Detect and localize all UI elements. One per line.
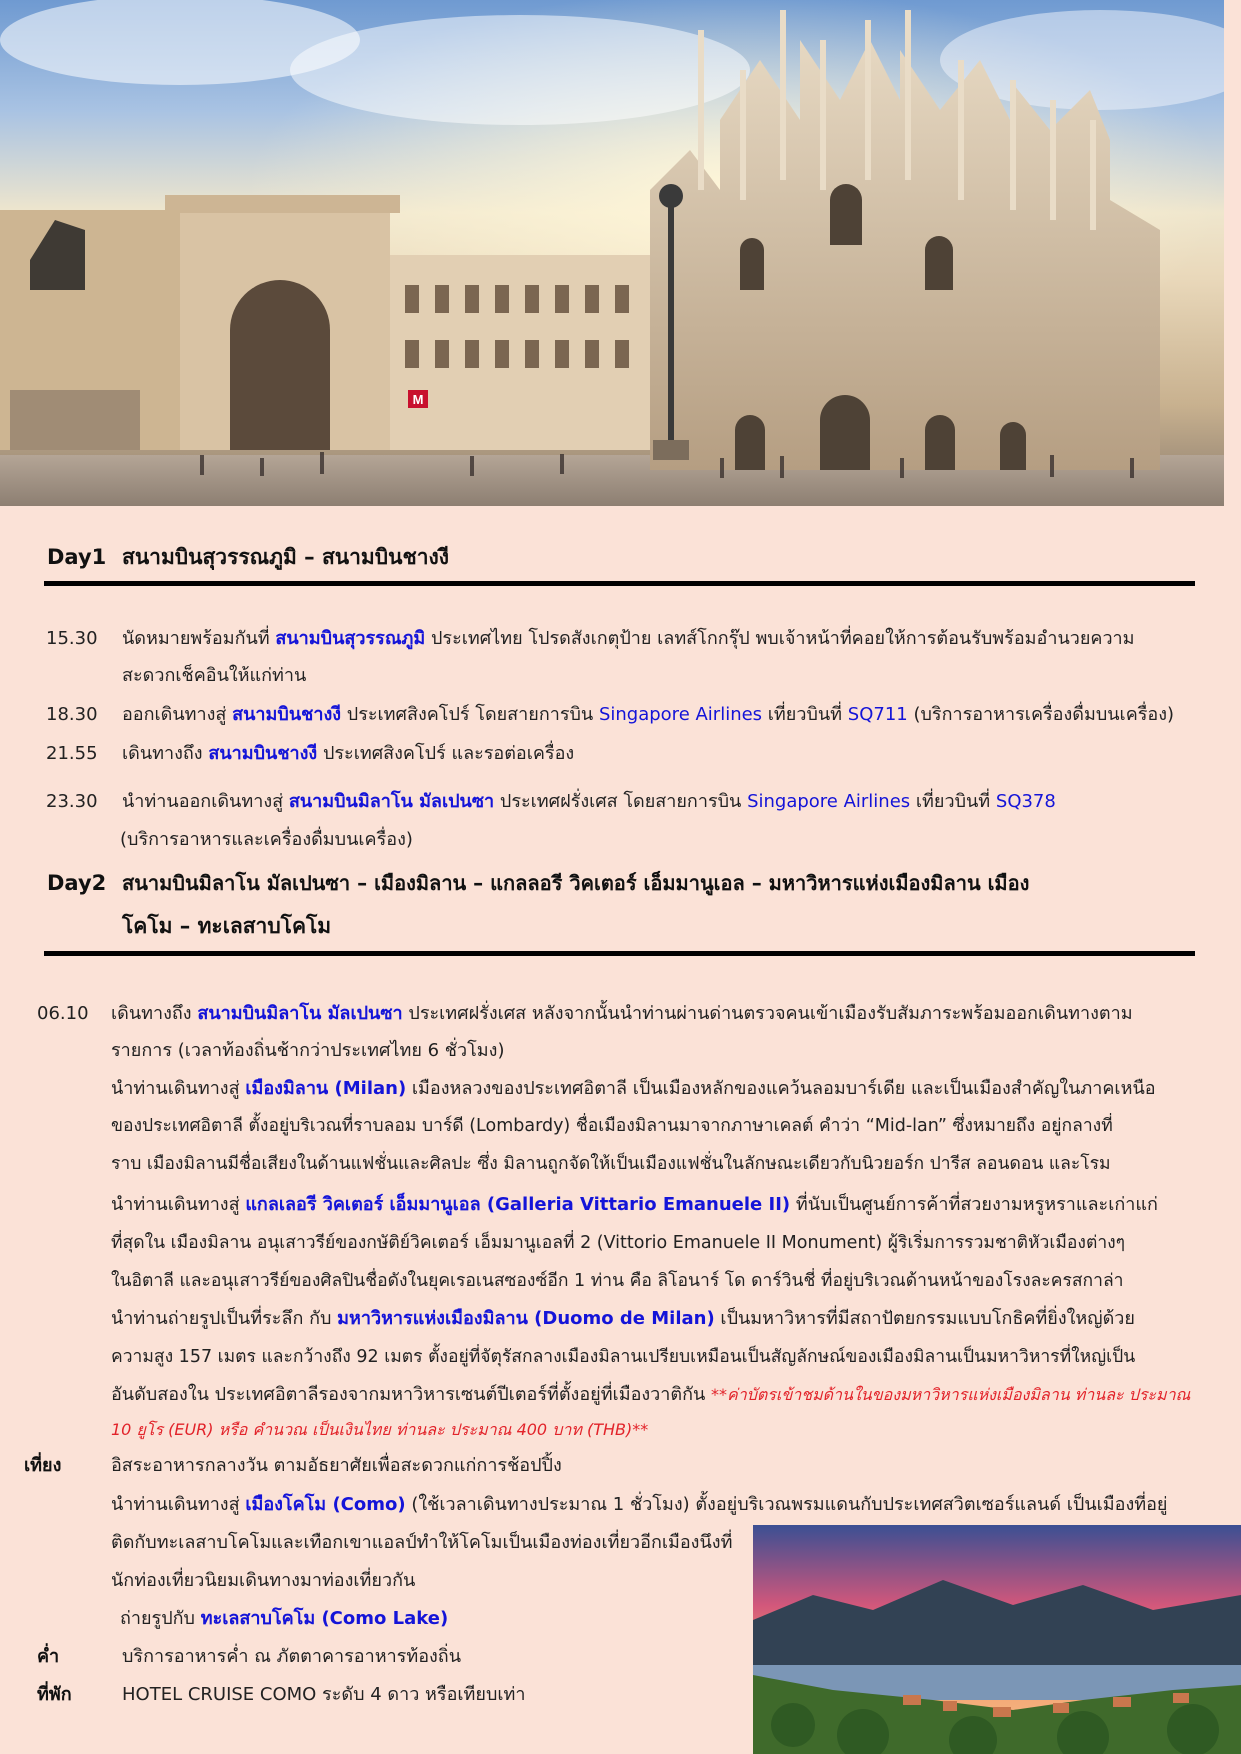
day2-title-cont: โคโม – ทะเลสาบโคโม: [122, 914, 332, 938]
day2-arrival-cont: รายการ (เวลาท้องถิ่นช้ากว่าประเทศไทย 6 ชั่วโมง): [111, 1040, 505, 1061]
hotel-text: HOTEL CRUISE COMO ระดับ 4 ดาว หรือเทียบเท่า: [122, 1684, 526, 1705]
day1-item-2330: นำท่านออกเดินทางสู่ สนามบินมิลาโน มัลเปนซา ประเทศฝรั่งเศส โดยสายการบิน Singapore Airlines เที่ยวบินที่ SQ378: [122, 791, 1056, 812]
day1-divider: [44, 581, 1195, 586]
dinner-label: ค่ำ: [37, 1646, 60, 1667]
duomo-paragraph-2: ความสูง 157 เมตร และกว้างถึง 92 เมตร ตั้งอยู่ที่จัตุรัสกลางเมืองมิลานเปรียบเหมือนเป็นสัญลักษณ์ของเมืองมิลานเป็นมหาวิหารที่ใหญ่เป็น: [111, 1347, 1136, 1367]
day2-divider: [44, 951, 1195, 956]
milan-paragraph-2: ของประเทศอิตาลี ตั้งอยู่บริเวณที่ราบลอม บาร์ดี (Lombardy) ชื่อเมืองมิลานมาจากภาษาเคลต์ คำว่า “Mid-lan” ซึ่งหมายถึง อยู่กลางที่: [111, 1116, 1113, 1136]
day2-time-0610: 06.10: [37, 1003, 89, 1024]
day1-time-1530: 15.30: [46, 628, 98, 649]
day1-item-1530-cont: สะดวกเช็คอินให้แก่ท่าน: [122, 665, 307, 686]
galleria-paragraph: นำท่านเดินทางสู่ แกลเลอรี วิคเตอร์ เอ็มมานูเอล (Galleria Vittario Emanuele II) ที่นับเป็นศูนย์การค้าที่สวยงามหรูหราและเก่าแก่: [111, 1194, 1158, 1215]
duomo-ticket-note: **ค่าบัตรเข้าชมด้านในของมหาวิหารแห่งเมืองมิลาน ท่านละ ประมาณ: [711, 1385, 1191, 1404]
day1-item-2330-cont: (บริการอาหารและเครื่องดื่มบนเครื่อง): [120, 829, 413, 850]
duomo-paragraph-3: อันดับสองใน ประเทศอิตาลีรองจากมหาวิหารเซนต์ปีเตอร์ที่ตั้งอยู่ที่เมืองวาติกัน **ค่าบัตรเข้าชมด้านในของมหาวิหารแห่งเมืองมิลาน ท่านละ ประมาณ: [111, 1384, 1191, 1405]
metro-sign: M: [412, 392, 424, 407]
como-paragraph-2: ติดกับทะเลสาบโคโมและเทือกเขาแอลป์ทำให้โคโมเป็นเมืองท่องเที่ยวอีกเมืองนึงที่: [111, 1532, 733, 1553]
como-paragraph: นำท่านเดินทางสู่ เมืองโคโม (Como) (ใช้เวลาเดินทางประมาณ 1 ชั่วโมง) ตั้งอยู่บริเวณพรมแดนกับประเทศสวิตเซอร์แลนด์ เป็นเมืองที่อยู่: [111, 1494, 1168, 1515]
day1-item-1830: ออกเดินทางสู่ สนามบินชางงี ประเทศสิงคโปร์ โดยสายการบิน Singapore Airlines เที่ยวบินที่ SQ711 (บริการอาหารเครื่องดื่มบนเครื่อง): [122, 704, 1175, 725]
duomo-paragraph: นำท่านถ่ายรูปเป็นที่ระลึก กับ มหาวิหารแห่งเมืองมิลาน (Duomo de Milan) เป็นมหาวิหารที่มีสถาปัตยกรรมแบบโกธิคที่ยิ่งใหญ่ด้วย: [111, 1308, 1135, 1329]
day1-time-2155: 21.55: [46, 743, 98, 764]
lake-como-photo: [753, 1525, 1241, 1754]
day1-title: สนามบินสุวรรณภูมิ – สนามบินชางงี: [122, 545, 449, 569]
lunch-label: เที่ยง: [24, 1455, 62, 1476]
day1-item-2155: เดินทางถึง สนามบินชางงี ประเทศสิงคโปร์ และรอต่อเครื่อง: [122, 743, 575, 764]
day1-item-1530: นัดหมายพร้อมกันที่ สนามบินสุวรรณภูมิ ประเทศไทย โปรดสังเกตุป้าย เลทส์โกกรุ๊ป พบเจ้าหน้าที่คอยให้การต้อนรับพร้อมอำนวยความ: [122, 628, 1135, 649]
milan-duomo-photo: [0, 0, 1224, 506]
lunch-text: อิสระอาหารกลางวัน ตามอัธยาศัยเพื่อสะดวกแก่การช้อปปิ้ง: [111, 1455, 562, 1476]
duomo-ticket-note-cont: 10 ยูโร (EUR) หรือ คำนวณ เป็นเงินไทย ท่านละ ประมาณ 400 บาท (THB)**: [111, 1420, 649, 1439]
como-paragraph-3: นักท่องเที่ยวนิยมเดินทางมาท่องเที่ยวกัน: [111, 1570, 416, 1591]
galleria-paragraph-3: ในอิตาลี และอนุเสาวรีย์ของศิลปินชื่อดังในยุคเรอเนสซองซ์อีก 1 ท่าน คือ ลิโอนาร์ โด ดาร์วินชี่ ที่อยู่บริเวณด้านหน้าของโรงละครสกาล่า: [111, 1271, 1124, 1291]
galleria-paragraph-2: ที่สุดใน เมืองมิลาน อนุเสาวรีย์ของกษัติย์วิคเตอร์ เอ็มมานูเอลที่ 2 (Vittorio Emanuele II Monument) ผู้ริเริ่มการรวมชาติหัวเมืองต่างๆ: [111, 1233, 1126, 1253]
day2-title: สนามบินมิลาโน มัลเปนซา – เมืองมิลาน – แกลลอรี วิคเตอร์ เอ็มมานูเอล – มหาวิหารแห่งเมืองมิลาน เมือง: [122, 871, 1030, 895]
day2-label: Day2: [47, 871, 107, 895]
hotel-label: ที่พัก: [37, 1684, 72, 1705]
milan-paragraph: นำท่านเดินทางสู่ เมืองมิลาน (Milan) เมืองหลวงของประเทศอิตาลี เป็นเมืองหลักของแคว้นลอมบาร์เดีย และเป็นเมืองสำคัญในภาคเหนือ: [111, 1078, 1156, 1099]
milan-paragraph-3: ราบ เมืองมิลานมีชื่อเสียงในด้านแฟชั่นและศิลปะ ซึ่ง มิลานถูกจัดให้เป็นเมืองแฟชั่นในลักษณะเดียวกับนิวยอร์ก ปารีส ลอนดอน และโรม: [111, 1154, 1111, 1174]
dinner-text: บริการอาหารค่ำ ณ ภัตตาคารอาหารท้องถิ่น: [122, 1646, 462, 1667]
day2-arrival: เดินทางถึง สนามบินมิลาโน มัลเปนซา ประเทศฝรั่งเศส หลังจากนั้นนำท่านผ่านด่านตรวจคนเข้าเมืองรับสัมภาระพร้อมออกเดินทางตาม: [111, 1003, 1133, 1024]
day1-time-2330: 23.30: [46, 791, 98, 812]
day1-time-1830: 18.30: [46, 704, 98, 725]
como-lake-photo-stop: ถ่ายรูปกับ ทะเลสาบโคโม (Como Lake): [120, 1608, 449, 1629]
day1-label: Day1: [47, 545, 107, 569]
